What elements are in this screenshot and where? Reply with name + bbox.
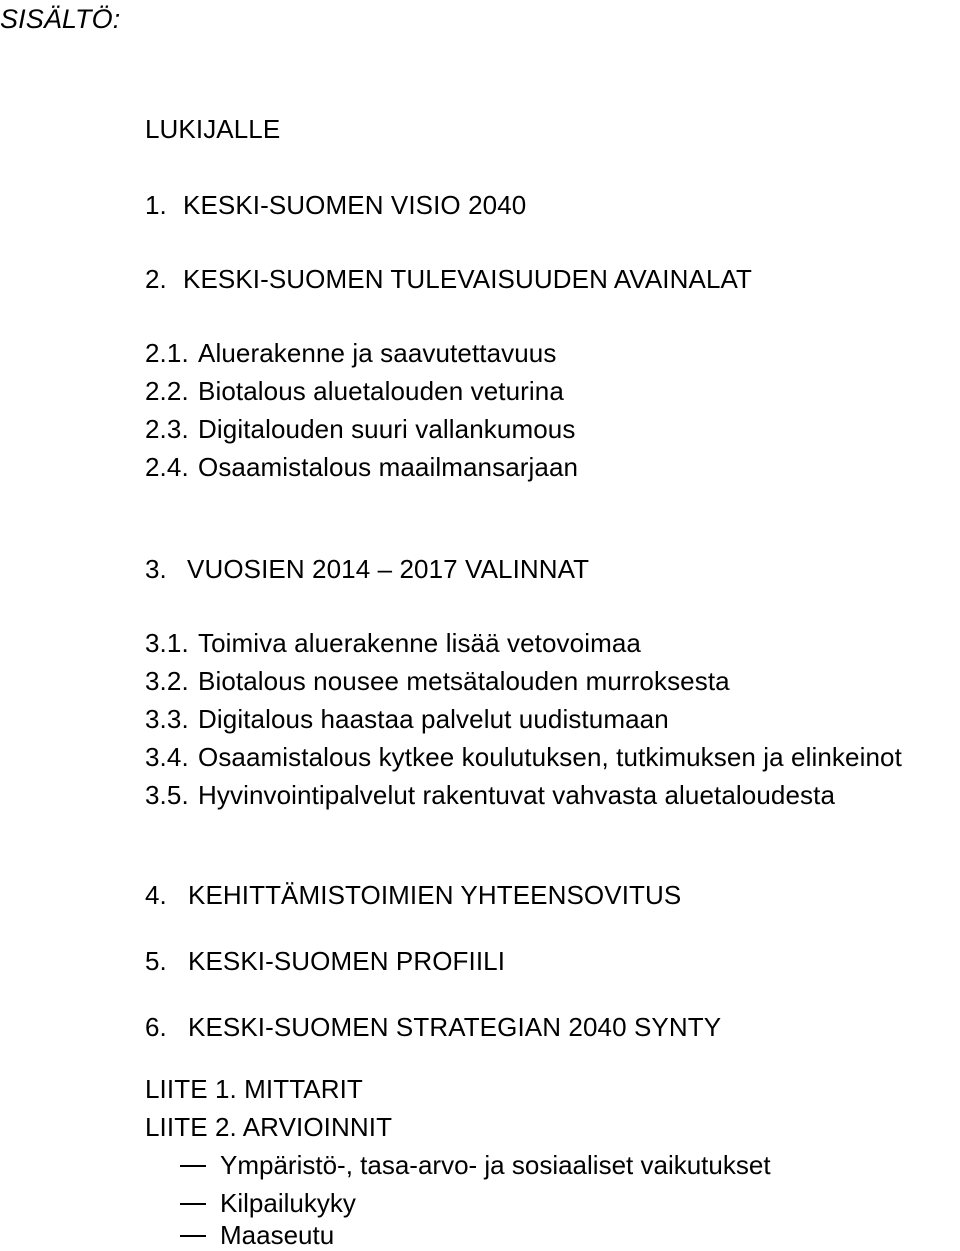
toc-number: 3. [145,554,167,584]
dash-bullet [180,1203,206,1205]
toc-number: 3.2. [145,666,189,696]
toc-title: KESKI-SUOMEN VISIO 2040 [183,190,527,220]
toc-title: Digitalouden suuri vallankumous [198,414,576,444]
toc-entry-2-4 [145,452,578,482]
toc-entry-lukijalle: LUKIJALLE [145,114,281,144]
toc-title: KESKI-SUOMEN STRATEGIAN 2040 SYNTY [188,1012,722,1042]
appendix-subitem [180,1188,880,1218]
appendix-subitem-label: Ympäristö-, tasa-arvo- ja sosiaaliset vaikutukset [220,1150,771,1180]
toc-number: 3.1. [145,628,189,658]
toc-entry-3-4 [145,742,902,772]
dash-bullet [180,1165,206,1167]
toc-number: 2.3. [145,414,189,444]
toc-title: KESKI-SUOMEN PROFIILI [188,946,506,976]
toc-entry-2-1 [145,338,556,368]
toc-entry-3-5 [145,780,835,810]
toc-number: 3.5. [145,780,189,810]
toc-entry-3-1 [145,628,641,658]
toc-title: Osaamistalous maailmansarjaan [198,452,579,482]
toc-entry-6 [145,1012,721,1042]
toc-entry-3 [145,554,589,584]
toc-entry-liite-1: LIITE 1. MITTARIT [145,1074,363,1104]
toc-number: 2.2. [145,376,189,406]
toc-number: 5. [145,946,167,976]
toc-title: KESKI-SUOMEN TULEVAISUUDEN AVAINALAT [183,264,752,294]
toc-entry-liite-2: LIITE 2. ARVIOINNIT [145,1112,393,1142]
toc-entry-2-3 [145,414,575,444]
toc-title: Digitalous haastaa palvelut uudistumaan [198,704,669,734]
toc-number: 2. [145,264,167,294]
toc-title: Aluerakenne ja saavutettavuus [198,338,557,368]
toc-title: Hyvinvointipalvelut rakentuvat vahvasta aluetaloudesta [198,780,836,810]
appendix-subitem [180,1150,880,1180]
page-title: SISÄLTÖ: [0,4,121,34]
toc-number: 4. [145,880,167,910]
toc-entry-5 [145,946,505,976]
dash-bullet [180,1235,206,1237]
toc-number: 1. [145,190,167,220]
toc-number: 2.4. [145,452,189,482]
appendix-subitem-label: Kilpailukyky [220,1188,356,1218]
toc-number: 3.3. [145,704,189,734]
toc-title: VUOSIEN 2014 – 2017 VALINNAT [187,554,590,584]
appendix-subitem [180,1220,880,1250]
toc-title: Biotalous nousee metsätalouden murroksesta [198,666,730,696]
toc-entry-2 [145,264,752,294]
toc-title: Biotalous aluetalouden veturina [198,376,564,406]
toc-title: Toimiva aluerakenne lisää vetovoimaa [198,628,641,658]
toc-entry-2-2 [145,376,564,406]
toc-entry-4 [145,880,681,910]
toc-number: 6. [145,1012,167,1042]
toc-entry-1 [145,190,526,220]
appendix-subitem-label: Maaseutu [220,1220,335,1250]
toc-entry-3-3 [145,704,669,734]
toc-entry-3-2 [145,666,730,696]
toc-title: Osaamistalous kytkee koulutuksen, tutkimuksen ja elinkeinot [198,742,902,772]
toc-number: 3.4. [145,742,189,772]
toc-title: KEHITTÄMISTOIMIEN YHTEENSOVITUS [188,880,682,910]
toc-number: 2.1. [145,338,189,368]
